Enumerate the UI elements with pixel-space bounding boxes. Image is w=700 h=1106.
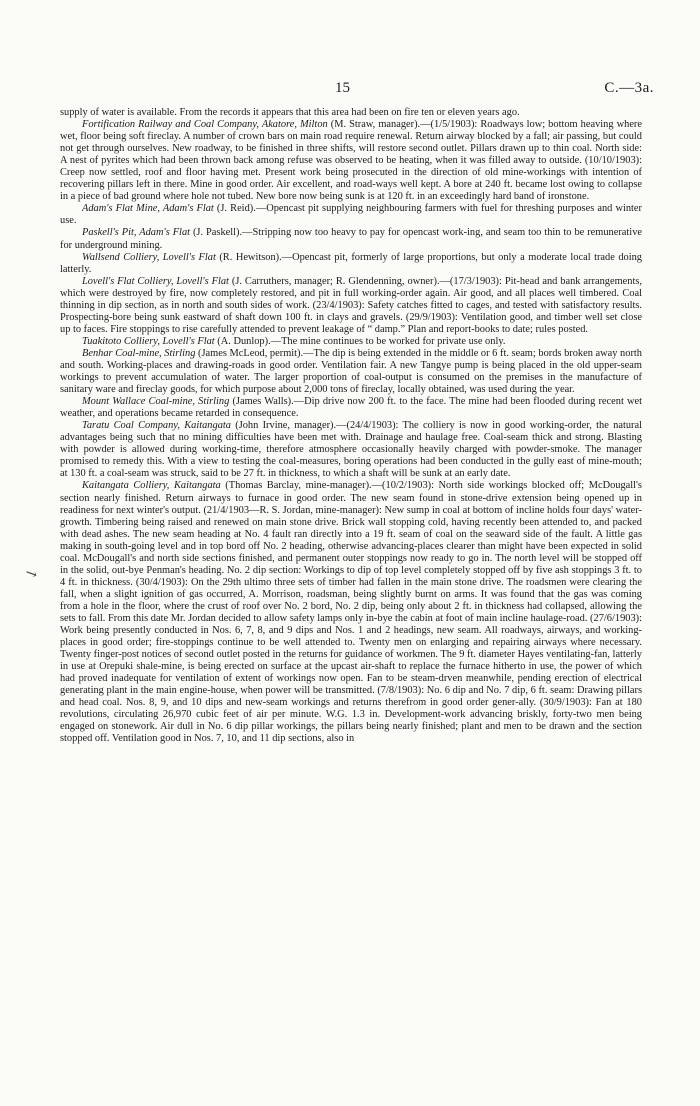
mine-name: Benhar Coal-mine, Stirling (82, 347, 196, 359)
paragraph-text: supply of water is available. From the records it appears that this area had been on fire ten or eleven years ago. (60, 107, 520, 118)
paragraph-text: (James McLeod, permit).—The dip is being extended in the middle or 6 ft. seam; bords broken away north and south. Working-places and drawing-roads in good order. Ventilation fair. A new Tangye pump is being placed in the old upper-seam workings to prevent accumulation of water. The larger proportion of coal-output is consumed on the premises in the manufacture of sanitary ware and fireclay goods, for which purpose about 2,000 tons of fireclay, locally obtained, was used during the year. (60, 347, 642, 396)
para-kaitangata-colliery (60, 480, 642, 745)
document-reference: C.—3a. (604, 80, 654, 96)
mine-name: Kaitangata Colliery, Kaitangata (82, 480, 221, 492)
paragraph-text: (J. Carruthers, manager; R. Glendenning, owner).—(17/3/1903): Pit-head and bank arrangements, which were destroyed by fire, now completely restored, and pit in full working-order again. Air good, and all places well timbered. Coal thinning in dip section, as in north and south sides of work. (23/4/1903): Safety catches fitted to cages, and tested with satisfactory results. Prospecting-bore being sunk eastward of shaft down 100 ft. in clays and gravels. (29/9/1903): Ventilation good, and timber well set close up to faces. Fire stoppings to rise carefully attended to prevent leakage of “ damp.” Plan and report-books to date; rules posted. (60, 275, 642, 335)
para-wallsend-colliery (60, 252, 642, 276)
mine-name: Tuakitoto Colliery, Lovell's Flat (82, 335, 215, 347)
paragraph-text: (James Walls).—Dip drive now 200 ft. to the face. The mine had been flooded during recent wet weather, and operations became retarded in consequence. (60, 396, 642, 420)
mine-name: Wallsend Colliery, Lovell's Flat (82, 251, 216, 263)
para-benhar-coal-mine (60, 348, 642, 396)
paragraph-text: (A. Dunlop).—The mine continues to be worked for private use only. (214, 335, 506, 347)
para-paskells-pit (60, 227, 642, 251)
para-tuakitoto-colliery (60, 336, 642, 348)
paragraph-text: (J. Paskell).—Stripping now too heavy to pay for opencast work-ing, and seam too thin to be remunerative for underground mining. (60, 227, 642, 251)
page-number: 15 (335, 80, 350, 96)
margin-pencil-mark: ↘ (23, 565, 41, 584)
mine-name: Paskell's Pit, Adam's Flat (82, 227, 191, 239)
para-fortification-railway (60, 119, 642, 203)
mine-name: Lovell's Flat Colliery, Lovell's Flat (82, 275, 229, 287)
para-adams-flat (60, 203, 642, 227)
para-mount-wallace (60, 396, 642, 420)
page-header (0, 80, 700, 100)
paragraph-text: (R. Hewitson).—Opencast pit, formerly of large proportions, but only a moderate local trade doing latterly. (60, 251, 642, 275)
mine-name: Fortification Railway and Coal Company, Akatore, Milton (82, 119, 328, 131)
mine-name: Adam's Flat Mine, Adam's Flat (82, 203, 214, 215)
para-taratu-coal-company (60, 420, 642, 480)
para-continuation (60, 107, 642, 119)
mine-name: Mount Wallace Coal-mine, Stirling (82, 396, 230, 408)
mine-name: Taratu Coal Company, Kaitangata (82, 420, 231, 432)
paragraph-text: (Thomas Barclay, mine-manager).—(10/2/1903): North side workings blocked off; McDougall's section nearly finished. Return airways to furnace in good order. The new seam found in stone-drive extension being opened up in readiness for next winter's output. (21/4/1903—R. S. Jordan, mine-manager): New sump in coal at bottom of incline holds four days' water-growth. Timbering being raised and renewed on main stone drive. Brick wall stopping cold, having recently been attended to, and packed with dead ashes. The new seam heading at No. 4 fault ran directly into a 19 ft. seam of coal on the seaward side of the fault. A little gas making in south-going level and in top bord off No. 2 heading, otherwise advancing-places clearer than might have been expected in solid coal. McDougall's and north side sections finished, and permanent outer stoppings now ready to go in. The north level will be stopped off in the solid, out-bye Penman's heading. No. 2 dip section: Workings to dip of top level completely stopped off by five ash stoppings 3 ft. to 4 ft. in thickness. (30/4/1903): On the 29th ultimo three sets of timber had fallen in the main stone drive. The roadsmen were clearing the fall, when a slight ignition of gas occurred, A. Morrison, roadsman, being slightly burnt on arms. It was found that the gas was coming from a hole in the floor, where the crust of roof over No. 2 bord, No. 2 dip, being only about 2 ft. in thickness had collapsed, allowing the sets to fall. From this date Mr. Jordan decided to allow safety lamps only in-bye the cabin at foot of main incline haulage-road. (27/6/1903): Work being presently conducted in Nos. 6, 7, 8, and 9 dips and Nos. 1 and 2 headings, new seam. All roadways, airways, and working-places in good order; fire-stoppings continue to be well attended to. Twenty men on enlarging and repairing airways where necessary. Twenty finger-post notices of second outlet posted in the returns for guidance of workmen. The 9 ft. diameter Hayes ventilating-fan, latterly in use at Orepuki shale-mine, is being erected on surface at the upcast air-shaft to replace the furnace hitherto in use, the power of which had proved inadequate for ventilation of extent of workings now open. Fan to be steam-drven meanwhile, pending erection of electrical generating plant in the main engine-house, when power will be transmitted. (7/8/1903): No. 6 dip and No. 7 dip, 6 ft. seam: Drawing pillars and head coal. Nos. 8, 9, and 10 dips and new-seam workings and returns therefrom in good order gener-ally. (30/9/1903): Fan at 180 revolutions, circulating 26,970 cubic feet of air per minute. W.G. 1.3 in. Development-work advancing briskly, forty-two men being engaged on stonework. Air dull in No. 6 dip pillar workings, the pillars being nearly finished; plant and men to be drawn and the section stopped off. Ventilation good in Nos. 7, 10, and 11 dip sections, also in (60, 480, 642, 745)
report-body (60, 107, 642, 745)
paragraph-text: (John Irvine, manager).—(24/4/1903): The colliery is now in good working-order, the natural advantages being such that no mining difficulties have been met with. Drainage and haulage free. Coal-seam thick and strong. Blasting with powder is allowed during working-time, therefore atmosphere occasionally heavily charged with powder-smoke. The manager promised to remedy this. With a view to testing the coal-measures, boring operations had been conducted in the gully east of mine-mouth; at 130 ft. a coal-seam was struck, said to be 27 ft. in thickness, to which a shaft will be sunk at an early date. (60, 420, 642, 480)
paragraph-text: (M. Straw, manager).—(1/5/1903): Roadways low; bottom heaving where wet, floor being soft fireclay. A number of crown bars on main road require renewal. Return airway blocked by a fall; air passing, but could not get through ourselves. New roadway, to be finished in three shifts, will restore second outlet. Pillars drawn up to thin coal. North side: A nest of pyrites which had been thrown back among refuse was observed to be heating, when it was filled away to outside. (10/10/1903): Creep now settled, roof and floor having met. Present work being prosecuted in the direction of old mine-workings with intention of recovering pillars left in there. Mine in good order. Air excellent, and road-ways well kept. A bore at 240 ft. became lost owing to collapse in a piece of bad ground where hole not tubed. New bore now being sunk is at 120 ft. in an exceedingly hard band of ironstone. (60, 119, 642, 203)
paragraph-text: (J. Reid).—Opencast pit supplying neighbouring farmers with fuel for threshing purposes and winter use. (60, 203, 643, 227)
para-lovells-flat-colliery (60, 276, 642, 336)
